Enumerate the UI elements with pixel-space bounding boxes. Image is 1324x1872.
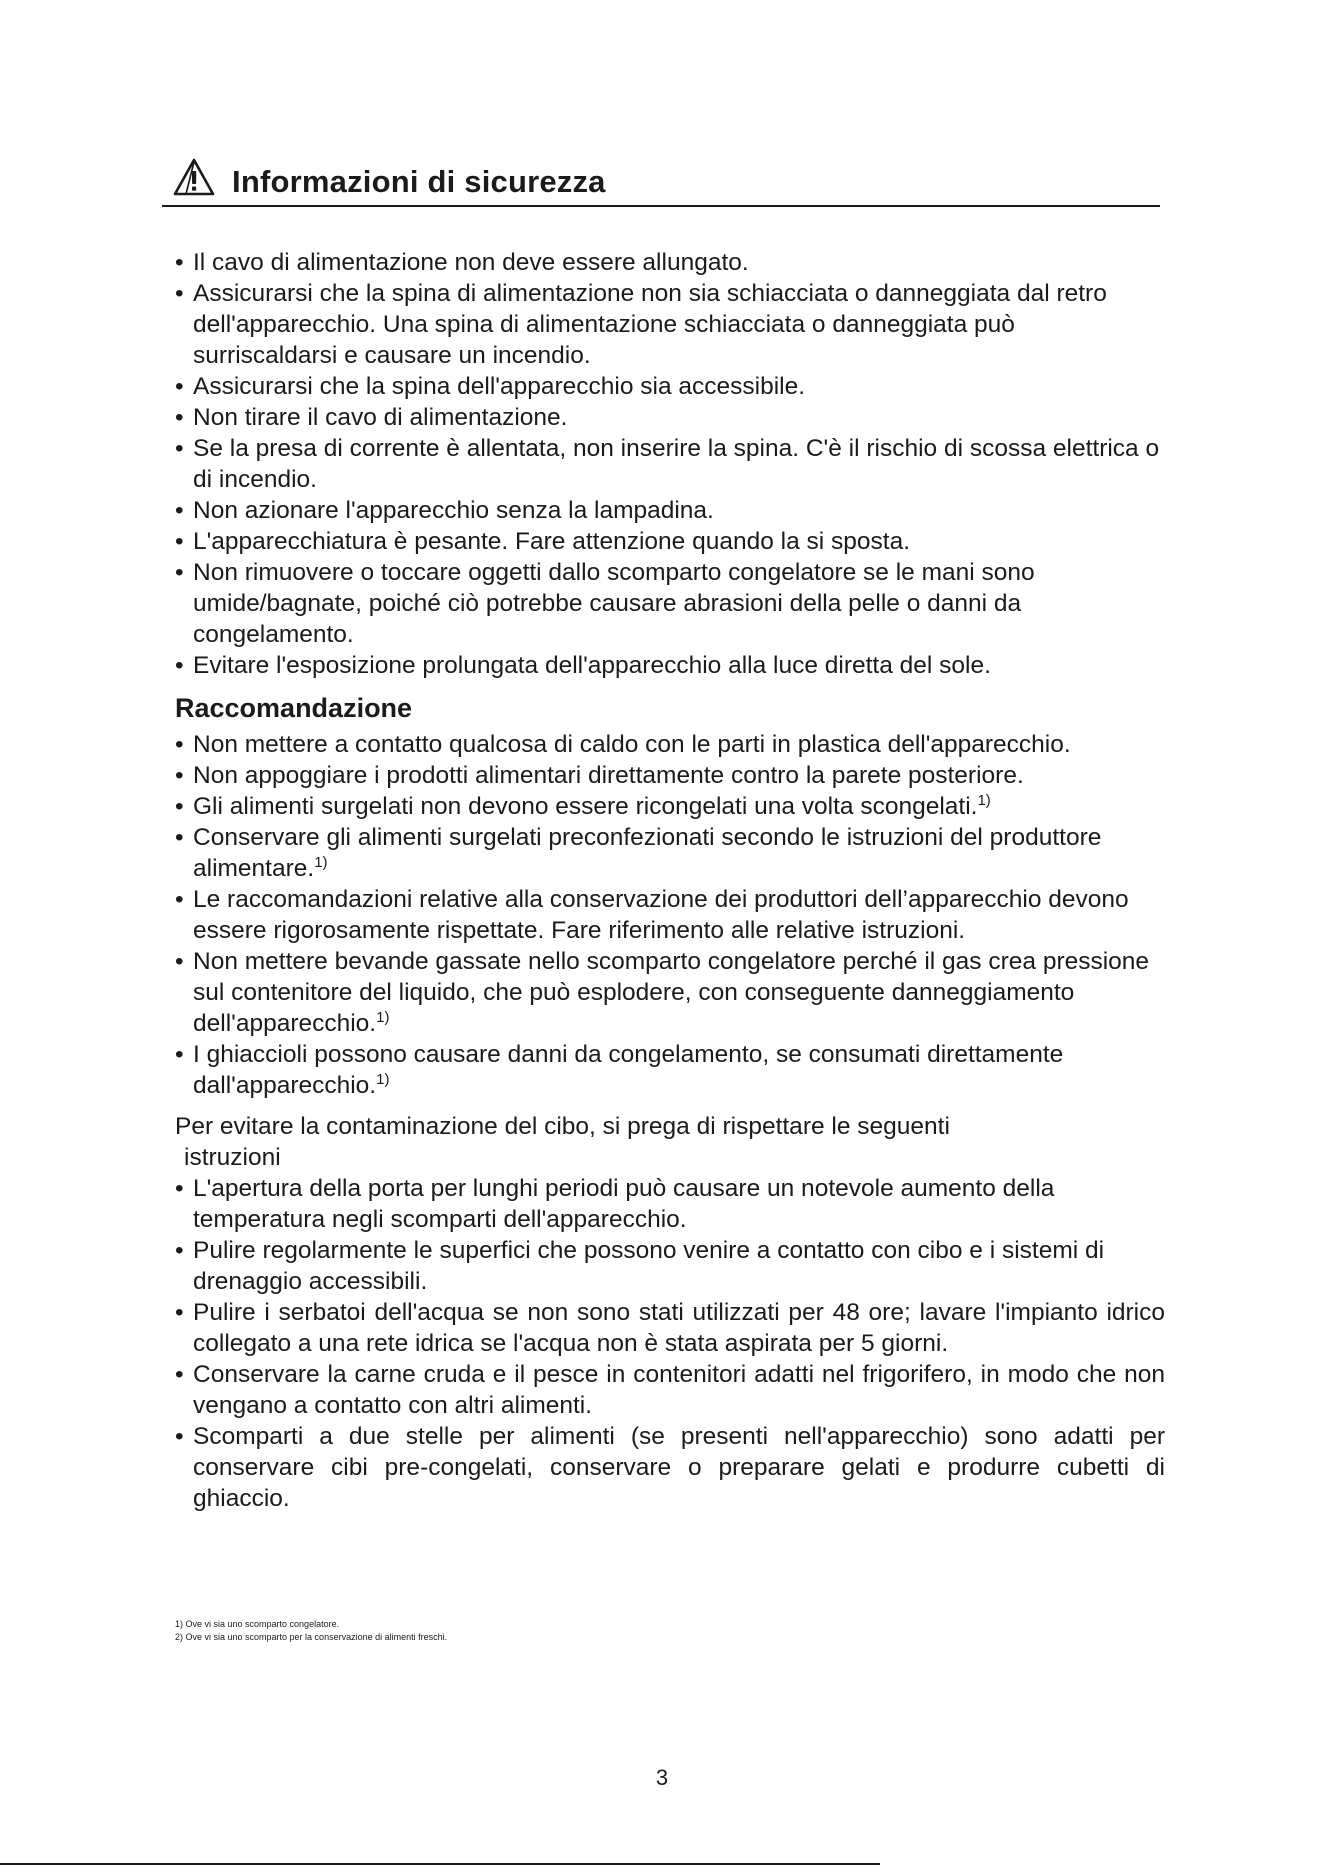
list-item: • Il cavo di alimentazione non deve essere allungato. (175, 247, 1165, 278)
list-item: • Non appoggiare i prodotti alimentari direttamente contro la parete posteriore. (175, 760, 1165, 791)
contamination-intro: Per evitare la contaminazione del cibo, si prega di rispettare le seguenti istruzioni (175, 1113, 950, 1171)
footnote: 2) Ove vi sia uno scomparto per la conservazione di alimenti freschi. (175, 1632, 448, 1642)
header-divider (162, 205, 1160, 207)
footnote-ref: 1) (376, 1008, 390, 1026)
list-item: • Non tirare il cavo di alimentazione. (175, 402, 1165, 433)
list-item: • I ghiaccioli possono causare danni da congelamento, se consumati direttamente dall'apparecchio.$^{1)}$ (175, 1039, 1165, 1101)
contamination-list (175, 1173, 1165, 1514)
footnote-ref: 1) (977, 791, 991, 809)
page-number: 3 (655, 1765, 669, 1790)
footnote-ref: 1) (376, 1070, 390, 1088)
list-item: • Conservare gli alimenti surgelati preconfezionati secondo le istruzioni del produttore alimentare.$^{1)}$ (175, 822, 1165, 884)
list-item: • Assicurarsi che la spina dell'apparecchio sia accessibile. (175, 371, 1165, 402)
list-item: • Non mettere bevande gassate nello scomparto congelatore perché il gas crea pressione sul contenitore del liquido, che può esplodere, con conseguente danneggiamento dell'apparecchio.$^{1)}$ (175, 946, 1165, 1039)
list-item: • Pulire i serbatoi dell'acqua se non sono stati utilizzati per 48 ore; lavare l'impianto idrico collegato a una rete idrica se l'acqua non è stata aspirata per 5 giorni. (175, 1297, 1165, 1359)
list-item: • Scomparti a due stelle per alimenti (se presenti nell'apparecchio) sono adatti per conservare cibi pre-congelati, conservare o preparare gelati e produrre cubetti di ghiaccio. (175, 1421, 1165, 1514)
list-item: • Conservare la carne cruda e il pesce in contenitori adatti nel frigorifero, in modo che non vengano a contatto con altri alimenti. (175, 1359, 1165, 1421)
page-title: Informazioni di sicurezza (232, 164, 606, 199)
list-item: • Non mettere a contatto qualcosa di caldo con le parti in plastica dell'apparecchio. (175, 729, 1165, 760)
warning-triangle-icon (172, 157, 216, 197)
list-item: • Non rimuovere o toccare oggetti dallo scomparto congelatore se le mani sono umide/bagnate, poiché ciò potrebbe causare abrasioni della pelle o danni da congelamento. (175, 557, 1165, 650)
footnotes (175, 1618, 447, 1644)
footnote: 1) Ove vi sia uno scomparto congelatore. (175, 1619, 340, 1629)
footer-divider (0, 1863, 880, 1865)
safety-list (175, 247, 1165, 681)
recommendation-list (175, 729, 1165, 1101)
list-item: • L'apertura della porta per lunghi periodi può causare un notevole aumento della temperatura negli scomparti dell'apparecchio. (175, 1173, 1165, 1235)
list-item: • Le raccomandazioni relative alla conservazione dei produttori dell’apparecchio devono essere rigorosamente rispettate. Fare riferimento alle relative istruzioni. (175, 884, 1165, 946)
list-item: • L'apparecchiatura è pesante. Fare attenzione quando la si sposta. (175, 526, 1165, 557)
footnote-ref: 1) (314, 853, 328, 871)
recommendation-heading: Raccomandazione (175, 693, 413, 723)
list-item: • Pulire regolarmente le superfici che possono venire a contatto con cibo e i sistemi di drenaggio accessibili. (175, 1235, 1165, 1297)
list-item: • Assicurarsi che la spina di alimentazione non sia schiacciata o danneggiata dal retro dell'apparecchio. Una spina di alimentazione schiacciata o danneggiata può surriscaldarsi e causare un incendio. (175, 278, 1165, 371)
list-item: • Non azionare l'apparecchio senza la lampadina. (175, 495, 1165, 526)
section-header (162, 155, 1162, 205)
list-item: • Evitare l'esposizione prolungata dell'apparecchio alla luce diretta del sole. (175, 650, 1165, 681)
main-content (175, 247, 1165, 1514)
list-item: • Se la presa di corrente è allentata, non inserire la spina. C'è il rischio di scossa elettrica o di incendio. (175, 433, 1165, 495)
list-item: • Gli alimenti surgelati non devono essere ricongelati una volta scongelati.$^{1)}$ (175, 791, 1165, 822)
